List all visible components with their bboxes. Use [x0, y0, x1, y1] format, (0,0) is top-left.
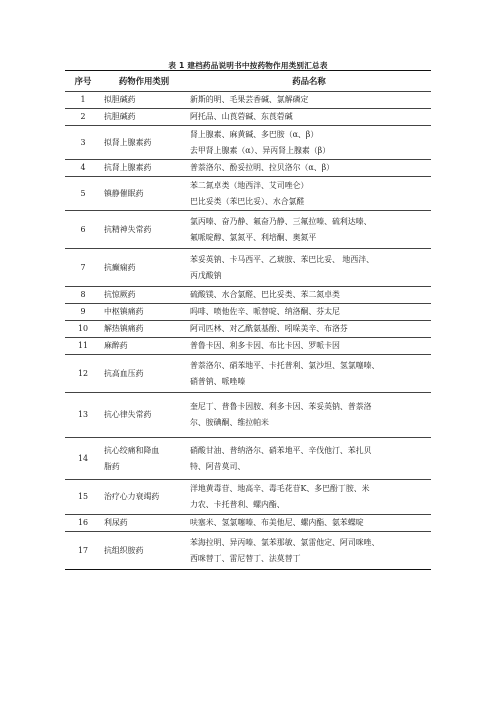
table-row [65, 160, 431, 177]
table-row [65, 304, 431, 321]
drug-names-line: 普萘洛尔、酚妥拉明、拉贝洛尔（α、β） [190, 163, 335, 172]
category-line: 抗心律失常药 [104, 410, 152, 419]
row-number: 5 [65, 177, 101, 211]
table-row [65, 126, 431, 160]
drug-names-line: 硝酸甘油、普纳洛尔、硝苯地平、辛伐他汀、苯扎贝 [190, 445, 372, 455]
row-drug-names [187, 304, 431, 321]
category-line: 治疗心力衰竭药 [104, 492, 160, 501]
category-line: 利尿药 [104, 518, 128, 527]
row-number: 14 [65, 438, 101, 480]
category-line: 抗心绞痛和降血 [104, 445, 160, 455]
row-drug-names [187, 532, 431, 570]
drug-names-line: 新斯的明、毛果芸香碱、氯解磷定 [190, 95, 309, 104]
category-line: 镇静催眠药 [104, 188, 144, 198]
category-line: 麻醉药 [104, 341, 128, 350]
row-drug-names [187, 109, 431, 126]
header-category: 药物作用类别 [101, 71, 187, 92]
row-category [101, 480, 187, 515]
row-category [101, 515, 187, 532]
table-row [65, 249, 431, 287]
category-line: 拟肾上腺素药 [104, 137, 152, 147]
row-number: 7 [65, 249, 101, 287]
row-number: 15 [65, 480, 101, 515]
drug-names-line: 吗啡、喷他佐辛、哌替啶、纳洛酮、芬太尼 [190, 307, 340, 316]
drug-names-line: 巴比妥类（苯巴比妥）、水合氯醛 [190, 196, 305, 206]
row-number: 1 [65, 92, 101, 109]
drug-names-line: 苯二氮卓类（地西泮、艾司唑仑） [190, 180, 309, 190]
table-row [65, 480, 431, 515]
row-drug-names [187, 393, 431, 438]
row-number: 6 [65, 211, 101, 249]
category-line: 抗惊厥药 [104, 290, 136, 299]
table-row [65, 177, 431, 211]
row-number: 4 [65, 160, 101, 177]
row-category [101, 287, 187, 304]
header-num: 序号 [65, 71, 101, 92]
drug-names-line: 呋塞米、氢氯噻嗪、布美他尼、螺内酯、氨苯蝶啶 [190, 518, 364, 527]
category-line: 抗精神失常药 [104, 224, 152, 234]
row-category [101, 249, 187, 287]
row-drug-names [187, 287, 431, 304]
row-category [101, 438, 187, 480]
category-line: 抗胆碱药 [104, 112, 136, 121]
drug-names-line: 尔、胺碘酮、维拉帕米 [190, 418, 269, 427]
row-drug-names [187, 92, 431, 109]
row-number: 3 [65, 126, 101, 160]
category-line: 抗高血压药 [104, 368, 144, 378]
row-category [101, 338, 187, 355]
row-category [101, 321, 187, 338]
row-number: 11 [65, 338, 101, 355]
row-drug-names [187, 438, 431, 480]
row-drug-names [187, 249, 431, 287]
category-line: 抗组织胺药 [104, 545, 144, 555]
row-category [101, 355, 187, 393]
row-drug-names [187, 126, 431, 160]
row-category [101, 177, 187, 211]
row-number: 12 [65, 355, 101, 393]
drug-names-line: 西咪替丁、雷尼替丁、法莫替丁 [190, 553, 301, 563]
drug-names-line: 苯海拉明、异丙嗪、氯苯那敏、氯雷他定、阿司咪唑、 [190, 537, 380, 547]
row-category [101, 304, 187, 321]
table-caption: 表 1 建档药品说明书中按药物作用类别汇总表 [168, 61, 328, 70]
row-category [101, 92, 187, 109]
drug-names-line: 特、阿昔莫司、 [190, 461, 246, 471]
row-drug-names [187, 338, 431, 355]
row-number: 17 [65, 532, 101, 570]
table-row [65, 393, 431, 438]
row-drug-names [187, 160, 431, 177]
drug-names-line: 去甲肾上腺素（α）、异丙肾上腺素（β） [190, 145, 331, 155]
category-line: 解热镇痛药 [104, 324, 144, 333]
row-category [101, 211, 187, 249]
table-row [65, 355, 431, 393]
row-number: 9 [65, 304, 101, 321]
drug-names-line: 阿托品、山莨菪碱、东莨菪碱 [190, 112, 293, 121]
drug-names-line: 普鲁卡因、利多卡因、布比卡因、罗哌卡因 [190, 341, 340, 350]
category-line: 拟胆碱药 [104, 95, 136, 104]
row-drug-names [187, 177, 431, 211]
table-row [65, 438, 431, 480]
drug-names-line: 硝普钠、哌唑嗪 [190, 376, 246, 386]
category-line: 抗癫痫药 [104, 262, 136, 272]
table-row [65, 338, 431, 355]
row-category [101, 126, 187, 160]
row-number: 2 [65, 109, 101, 126]
row-drug-names [187, 355, 431, 393]
table-row [65, 532, 431, 570]
table-row [65, 515, 431, 532]
row-drug-names [187, 211, 431, 249]
row-category [101, 109, 187, 126]
drug-names-line: 丙戊酸钠 [190, 270, 222, 280]
drug-names-line: 力农、卡托普利、螺内酯、 [190, 500, 285, 509]
drug-names-line: 肾上腺素、麻黄碱、多巴胺（α、β） [190, 129, 319, 139]
row-number: 16 [65, 515, 101, 532]
row-number: 8 [65, 287, 101, 304]
drug-names-line: 普萘洛尔、硝苯地平、卡托普利、氯沙坦、氢氯噻嗪、 [190, 360, 380, 370]
drug-names-line: 硫酸镁、水合氯醛、巴比妥类、苯二氮卓类 [190, 290, 340, 299]
category-line: 脂药 [104, 461, 120, 471]
row-category [101, 160, 187, 177]
row-number: 13 [65, 393, 101, 438]
table-row [65, 287, 431, 304]
row-drug-names [187, 515, 431, 532]
header-names: 药品名称 [187, 71, 431, 92]
table-row [65, 211, 431, 249]
drug-category-table [65, 70, 431, 570]
drug-names-line: 苯妥英钠、卡马西平、乙琥胺、苯巴比妥、 地西泮、 [190, 254, 374, 264]
table-body [65, 92, 431, 570]
row-number: 10 [65, 321, 101, 338]
table-row [65, 321, 431, 338]
drug-names-line: 奎尼丁、普鲁卡因胺、利多卡因、苯妥英钠、普萘洛 [190, 402, 372, 411]
table-header-row [65, 71, 431, 92]
category-line: 中枢镇痛药 [104, 307, 144, 316]
drug-names-line: 氯丙嗪、奋乃静、氟奋乃静、三氟拉嗪、硫利达嗪、 [190, 216, 372, 226]
row-drug-names [187, 321, 431, 338]
row-drug-names [187, 480, 431, 515]
drug-names-line: 氟哌啶醇、氯氮平、利培酮、奥氮平 [190, 232, 317, 242]
drug-names-line: 洋地黄毒苷、地高辛、毒毛花苷K、多巴酚丁胺、米 [190, 484, 370, 493]
category-line: 抗肾上腺素药 [104, 163, 152, 172]
table-row [65, 109, 431, 126]
drug-names-line: 阿司匹林、对乙酰氨基酚、吲哚美辛、布洛芬 [190, 324, 348, 333]
row-category [101, 393, 187, 438]
row-category [101, 532, 187, 570]
table-row [65, 92, 431, 109]
